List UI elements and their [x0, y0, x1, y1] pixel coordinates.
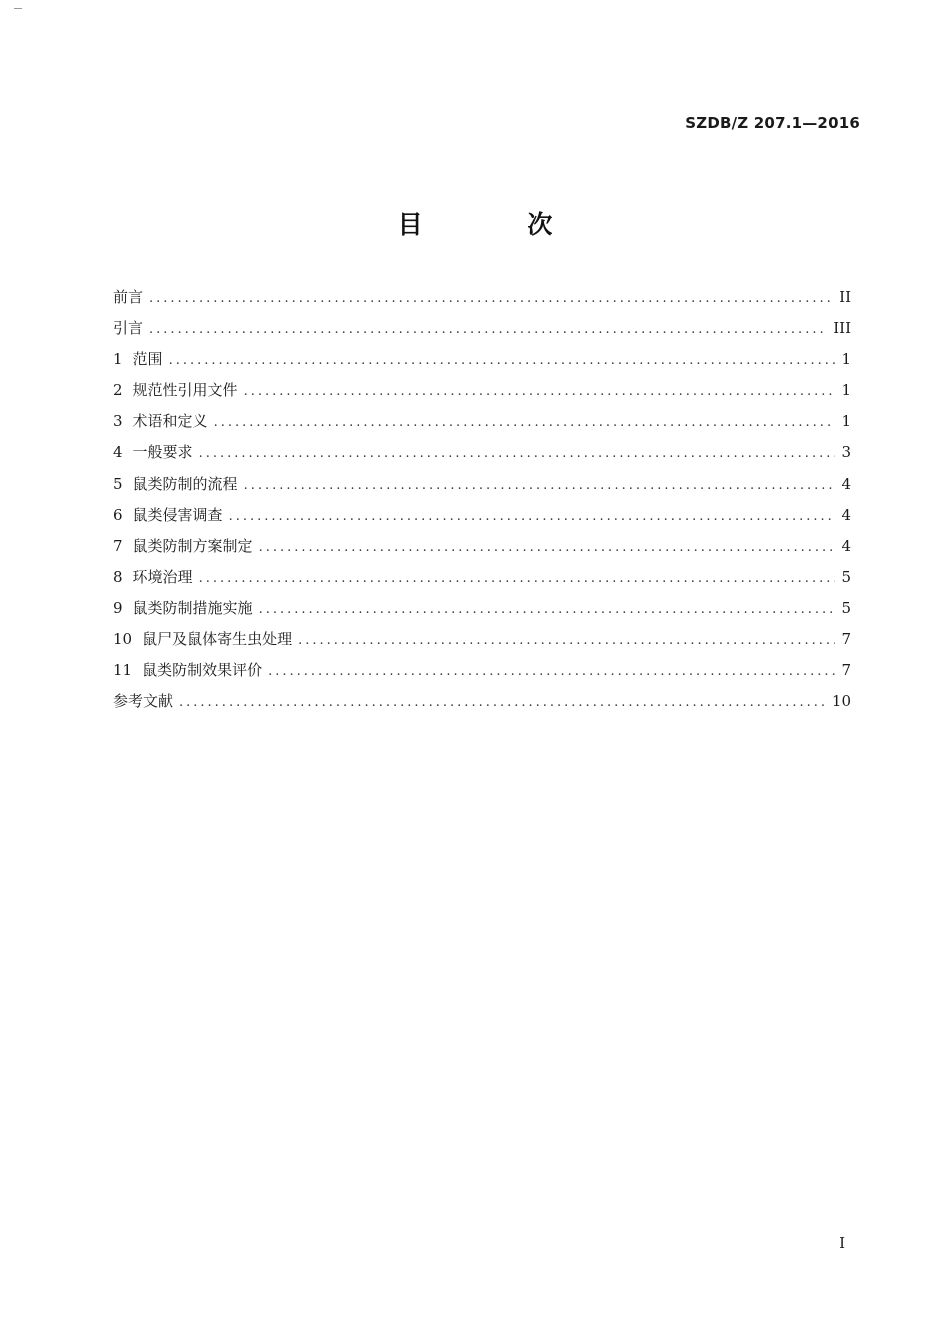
- toc-entry-5[interactable]: [113, 472, 851, 503]
- toc-entry-title: 鼠类防制的流程: [132, 474, 238, 493]
- toc-entry-page: 1: [841, 412, 851, 431]
- toc-dot-leader: [259, 536, 836, 560]
- toc-dot-leader: [244, 380, 836, 404]
- toc-dot-leader: [199, 567, 836, 591]
- corner-mark: [14, 8, 22, 9]
- toc-entry-number: 2: [113, 381, 123, 400]
- toc-entry-number: 7: [113, 536, 123, 555]
- toc-entry-number: 1: [113, 350, 123, 369]
- toc-entry-page: 3: [841, 443, 851, 462]
- toc-entry-references[interactable]: [113, 689, 851, 720]
- toc-dot-leader: [169, 349, 836, 373]
- toc-dot-leader: [199, 442, 836, 466]
- toc-entry-8[interactable]: [113, 565, 851, 596]
- toc-dot-leader: [149, 287, 833, 311]
- toc-entry-title: 引言: [113, 319, 144, 338]
- toc-entry-page: 1: [841, 381, 851, 400]
- toc-entry-page: 5: [841, 567, 851, 586]
- toc-dot-leader: [259, 598, 836, 622]
- toc-list: [113, 285, 851, 720]
- toc-entry-title: 鼠类防制效果评价: [142, 661, 263, 680]
- toc-entry-4[interactable]: [113, 440, 851, 471]
- toc-entry-title: 参考文献: [113, 692, 174, 711]
- toc-entry-foreword[interactable]: [113, 285, 851, 316]
- toc-entry-title: 环境治理: [132, 567, 193, 586]
- toc-dot-leader: [214, 411, 836, 435]
- toc-entry-page: 1: [841, 350, 851, 369]
- toc-entry-title: 鼠类防制措施实施: [132, 598, 253, 617]
- toc-entry-page: 4: [841, 536, 851, 555]
- toc-dot-leader: [229, 505, 836, 529]
- toc-entry-10[interactable]: [113, 627, 851, 658]
- toc-entry-1[interactable]: [113, 347, 851, 378]
- toc-entry-3[interactable]: [113, 409, 851, 440]
- toc-entry-page: II: [839, 288, 851, 306]
- toc-entry-title: 鼠类防制方案制定: [132, 536, 253, 555]
- toc-entry-11[interactable]: [113, 658, 851, 689]
- toc-dot-leader: [298, 629, 835, 653]
- toc-entry-title: 规范性引用文件: [132, 381, 238, 400]
- toc-dot-leader: [268, 660, 835, 684]
- toc-dot-leader: [179, 691, 826, 715]
- toc-entry-page: 5: [841, 598, 851, 617]
- toc-entry-title: 一般要求: [132, 443, 193, 462]
- toc-entry-page: 4: [841, 505, 851, 524]
- toc-entry-title: 前言: [113, 288, 144, 306]
- toc-entry-title: 鼠尸及鼠体寄生虫处理: [142, 630, 293, 649]
- toc-entry-number: 3: [113, 412, 123, 431]
- toc-entry-introduction[interactable]: [113, 316, 851, 347]
- toc-entry-number: 9: [113, 598, 123, 617]
- toc-entry-number: 11: [113, 661, 133, 680]
- toc-dot-leader: [149, 318, 827, 342]
- toc-entry-page: III: [833, 319, 851, 338]
- toc-entry-number: 4: [113, 443, 123, 462]
- toc-entry-title: 术语和定义: [132, 412, 208, 431]
- toc-entry-title: 鼠类侵害调查: [132, 505, 223, 524]
- document-code: SZDB/Z 207.1—2016: [685, 114, 860, 132]
- toc-entry-number: 10: [113, 630, 133, 649]
- toc-entry-6[interactable]: [113, 503, 851, 534]
- toc-entry-number: 6: [113, 505, 123, 524]
- toc-entry-page: 7: [841, 630, 851, 649]
- toc-entry-number: 5: [113, 474, 123, 493]
- toc-entry-9[interactable]: [113, 596, 851, 627]
- toc-entry-title: 范围: [132, 350, 163, 369]
- toc-entry-page: 7: [841, 661, 851, 680]
- toc-title: 目 次: [397, 210, 601, 239]
- toc-entry-number: 8: [113, 567, 123, 586]
- toc-entry-page: 4: [841, 474, 851, 493]
- toc-entry-page: 10: [831, 692, 851, 711]
- toc-entry-2[interactable]: [113, 378, 851, 409]
- toc-dot-leader: [244, 474, 836, 498]
- page-number: I: [839, 1234, 845, 1252]
- toc-entry-7[interactable]: [113, 534, 851, 565]
